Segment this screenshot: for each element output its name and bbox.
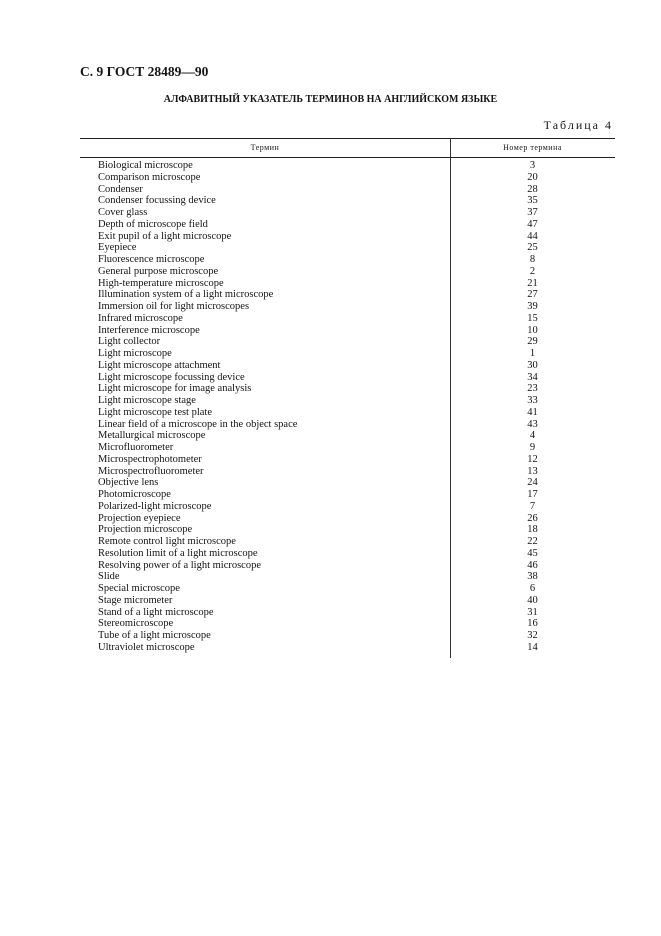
term-number-cell: 26 bbox=[527, 512, 538, 524]
term-number-cell: 10 bbox=[527, 324, 538, 336]
term-cell: Resolving power of a light microscope bbox=[98, 559, 262, 571]
term-number-cell: 33 bbox=[527, 395, 538, 406]
table-row bbox=[80, 454, 615, 466]
term-cell: Condenser focussing device bbox=[98, 195, 216, 207]
term-cell: High-temperature microscope bbox=[98, 277, 224, 289]
term-number-cell: 14 bbox=[527, 641, 538, 653]
term-number-cell: 46 bbox=[527, 559, 538, 571]
table-header bbox=[80, 138, 615, 158]
term-cell: Biological microscope bbox=[98, 160, 193, 171]
term-cell: Light microscope test plate bbox=[98, 406, 213, 418]
term-cell: General purpose microscope bbox=[98, 265, 219, 277]
table-row bbox=[80, 231, 615, 243]
term-cell: Metallurgical microscope bbox=[98, 430, 206, 442]
table-row bbox=[80, 219, 615, 231]
term-number-cell: 1 bbox=[529, 348, 536, 359]
table-row bbox=[80, 242, 615, 254]
table-row bbox=[80, 360, 615, 372]
table-row bbox=[80, 501, 615, 513]
table-row bbox=[80, 383, 615, 395]
term-number-cell: 39 bbox=[527, 301, 538, 312]
term-cell: Immersion oil for light microscopes bbox=[98, 301, 250, 312]
term-cell: Light microscope stage bbox=[98, 395, 196, 406]
table-row bbox=[80, 160, 615, 172]
table-caption: Таблица 4 bbox=[543, 118, 613, 132]
table-row bbox=[80, 477, 615, 489]
term-number-cell: 32 bbox=[527, 630, 538, 641]
table-row bbox=[80, 430, 615, 442]
term-number-cell: 34 bbox=[527, 371, 538, 383]
term-number-cell: 20 bbox=[527, 171, 538, 183]
term-number-cell: 7 bbox=[529, 500, 536, 512]
term-cell: Fluorescence microscope bbox=[98, 254, 205, 265]
term-number-cell: 29 bbox=[527, 336, 538, 348]
table-body bbox=[80, 158, 615, 654]
term-number-cell: 16 bbox=[527, 618, 538, 630]
term-number-cell: 25 bbox=[527, 242, 538, 254]
table-row bbox=[80, 548, 615, 560]
term-cell: Slide bbox=[98, 571, 120, 583]
term-number-cell: 22 bbox=[527, 536, 538, 547]
term-number-cell: 30 bbox=[527, 359, 538, 371]
term-cell: Stand of a light microscope bbox=[98, 606, 214, 618]
term-cell: Polarized-light microscope bbox=[98, 500, 212, 512]
table-row bbox=[80, 571, 615, 583]
table-row bbox=[80, 407, 615, 419]
term-number-cell: 28 bbox=[527, 183, 538, 195]
table-row bbox=[80, 595, 615, 607]
table-row bbox=[80, 254, 615, 266]
document-title: АЛФАВИТНЫЙ УКАЗАТЕЛЬ ТЕРМИНОВ НА АНГЛИЙСКОМ ЯЗЫКЕ bbox=[163, 94, 498, 105]
term-number-cell: 47 bbox=[527, 218, 538, 230]
term-cell: Exit pupil of a light microscope bbox=[98, 230, 232, 242]
term-cell: Eyepiece bbox=[98, 242, 137, 254]
table-row bbox=[80, 524, 615, 536]
table-row bbox=[80, 372, 615, 384]
term-number-cell: 23 bbox=[527, 383, 538, 395]
table-row bbox=[80, 419, 615, 431]
term-cell: Light microscope attachment bbox=[98, 359, 221, 371]
term-cell: Microspectrophotometer bbox=[98, 453, 202, 465]
term-number-cell: 3 bbox=[529, 160, 536, 171]
term-cell: Stereomicroscope bbox=[98, 618, 174, 630]
term-number-cell: 44 bbox=[527, 230, 538, 242]
term-cell: Tube of a light microscope bbox=[98, 630, 211, 641]
term-number-cell: 40 bbox=[527, 594, 538, 606]
term-number-cell: 43 bbox=[527, 418, 538, 430]
term-cell: Light microscope for image analysis bbox=[98, 383, 252, 395]
term-cell: Microfluorometer bbox=[98, 442, 174, 453]
term-number-cell: 27 bbox=[527, 289, 538, 301]
term-cell: Linear field of a microscope in the object space bbox=[98, 418, 298, 430]
table-row bbox=[80, 395, 615, 407]
table-row bbox=[80, 442, 615, 454]
term-number-cell: 15 bbox=[527, 312, 538, 324]
term-cell: Microspectrofluorometer bbox=[98, 465, 204, 477]
term-number-cell: 24 bbox=[527, 477, 538, 489]
term-number-cell: 45 bbox=[527, 547, 538, 559]
term-number-cell: 35 bbox=[527, 195, 538, 207]
table-row bbox=[80, 325, 615, 337]
term-number-cell: 9 bbox=[529, 442, 536, 453]
term-cell: Photomicroscope bbox=[98, 489, 171, 500]
table-row bbox=[80, 607, 615, 619]
table-row bbox=[80, 195, 615, 207]
term-cell: Objective lens bbox=[98, 477, 159, 489]
table-row bbox=[80, 642, 615, 654]
column-header-term: Термин bbox=[250, 143, 280, 152]
table-row bbox=[80, 301, 615, 313]
term-cell: Projection microscope bbox=[98, 524, 193, 536]
table-row bbox=[80, 278, 615, 290]
term-number-cell: 41 bbox=[527, 406, 538, 418]
term-cell: Interference microscope bbox=[98, 324, 200, 336]
term-number-cell: 2 bbox=[529, 265, 536, 277]
table-row bbox=[80, 466, 615, 478]
term-cell: Comparison microscope bbox=[98, 171, 201, 183]
table-row bbox=[80, 489, 615, 501]
term-number-cell: 13 bbox=[527, 465, 538, 477]
term-number-cell: 37 bbox=[527, 207, 538, 218]
table-row bbox=[80, 289, 615, 301]
term-number-cell: 21 bbox=[527, 277, 538, 289]
term-cell: Illumination system of a light microscope bbox=[98, 289, 274, 301]
term-cell: Light microscope bbox=[98, 348, 172, 359]
term-cell: Condenser bbox=[98, 183, 143, 195]
table-row bbox=[80, 313, 615, 325]
table-row bbox=[80, 172, 615, 184]
term-cell: Special microscope bbox=[98, 583, 180, 594]
term-number-cell: 12 bbox=[527, 453, 538, 465]
term-cell: Resolution limit of a light microscope bbox=[98, 547, 258, 559]
term-cell: Ultraviolet microscope bbox=[98, 641, 195, 653]
table-row bbox=[80, 560, 615, 572]
term-cell: Depth of microscope field bbox=[98, 218, 208, 230]
term-cell: Light collector bbox=[98, 336, 161, 348]
term-number-cell: 6 bbox=[529, 583, 536, 594]
table-row bbox=[80, 583, 615, 595]
term-number-cell: 8 bbox=[529, 254, 536, 265]
table-row bbox=[80, 618, 615, 630]
column-header-number: Номер термина bbox=[503, 143, 562, 152]
term-number-cell: 4 bbox=[529, 430, 536, 442]
term-cell: Projection eyepiece bbox=[98, 512, 181, 524]
term-number-cell: 17 bbox=[527, 489, 538, 500]
table-row bbox=[80, 513, 615, 525]
term-number-cell: 38 bbox=[527, 571, 538, 583]
table-row bbox=[80, 266, 615, 278]
table-row bbox=[80, 336, 615, 348]
terms-table bbox=[80, 138, 615, 654]
table-row bbox=[80, 630, 615, 642]
term-number-cell: 18 bbox=[527, 524, 538, 536]
term-cell: Infrared microscope bbox=[98, 312, 183, 324]
term-cell: Light microscope focussing device bbox=[98, 371, 245, 383]
table-row bbox=[80, 348, 615, 360]
page-header: С. 9 ГОСТ 28489—90 bbox=[80, 64, 209, 79]
term-cell: Remote control light microscope bbox=[98, 536, 236, 547]
table-row bbox=[80, 536, 615, 548]
term-cell: Cover glass bbox=[98, 207, 148, 218]
term-cell: Stage micrometer bbox=[98, 594, 173, 606]
term-number-cell: 31 bbox=[527, 606, 538, 618]
table-row bbox=[80, 184, 615, 196]
table-row bbox=[80, 207, 615, 219]
